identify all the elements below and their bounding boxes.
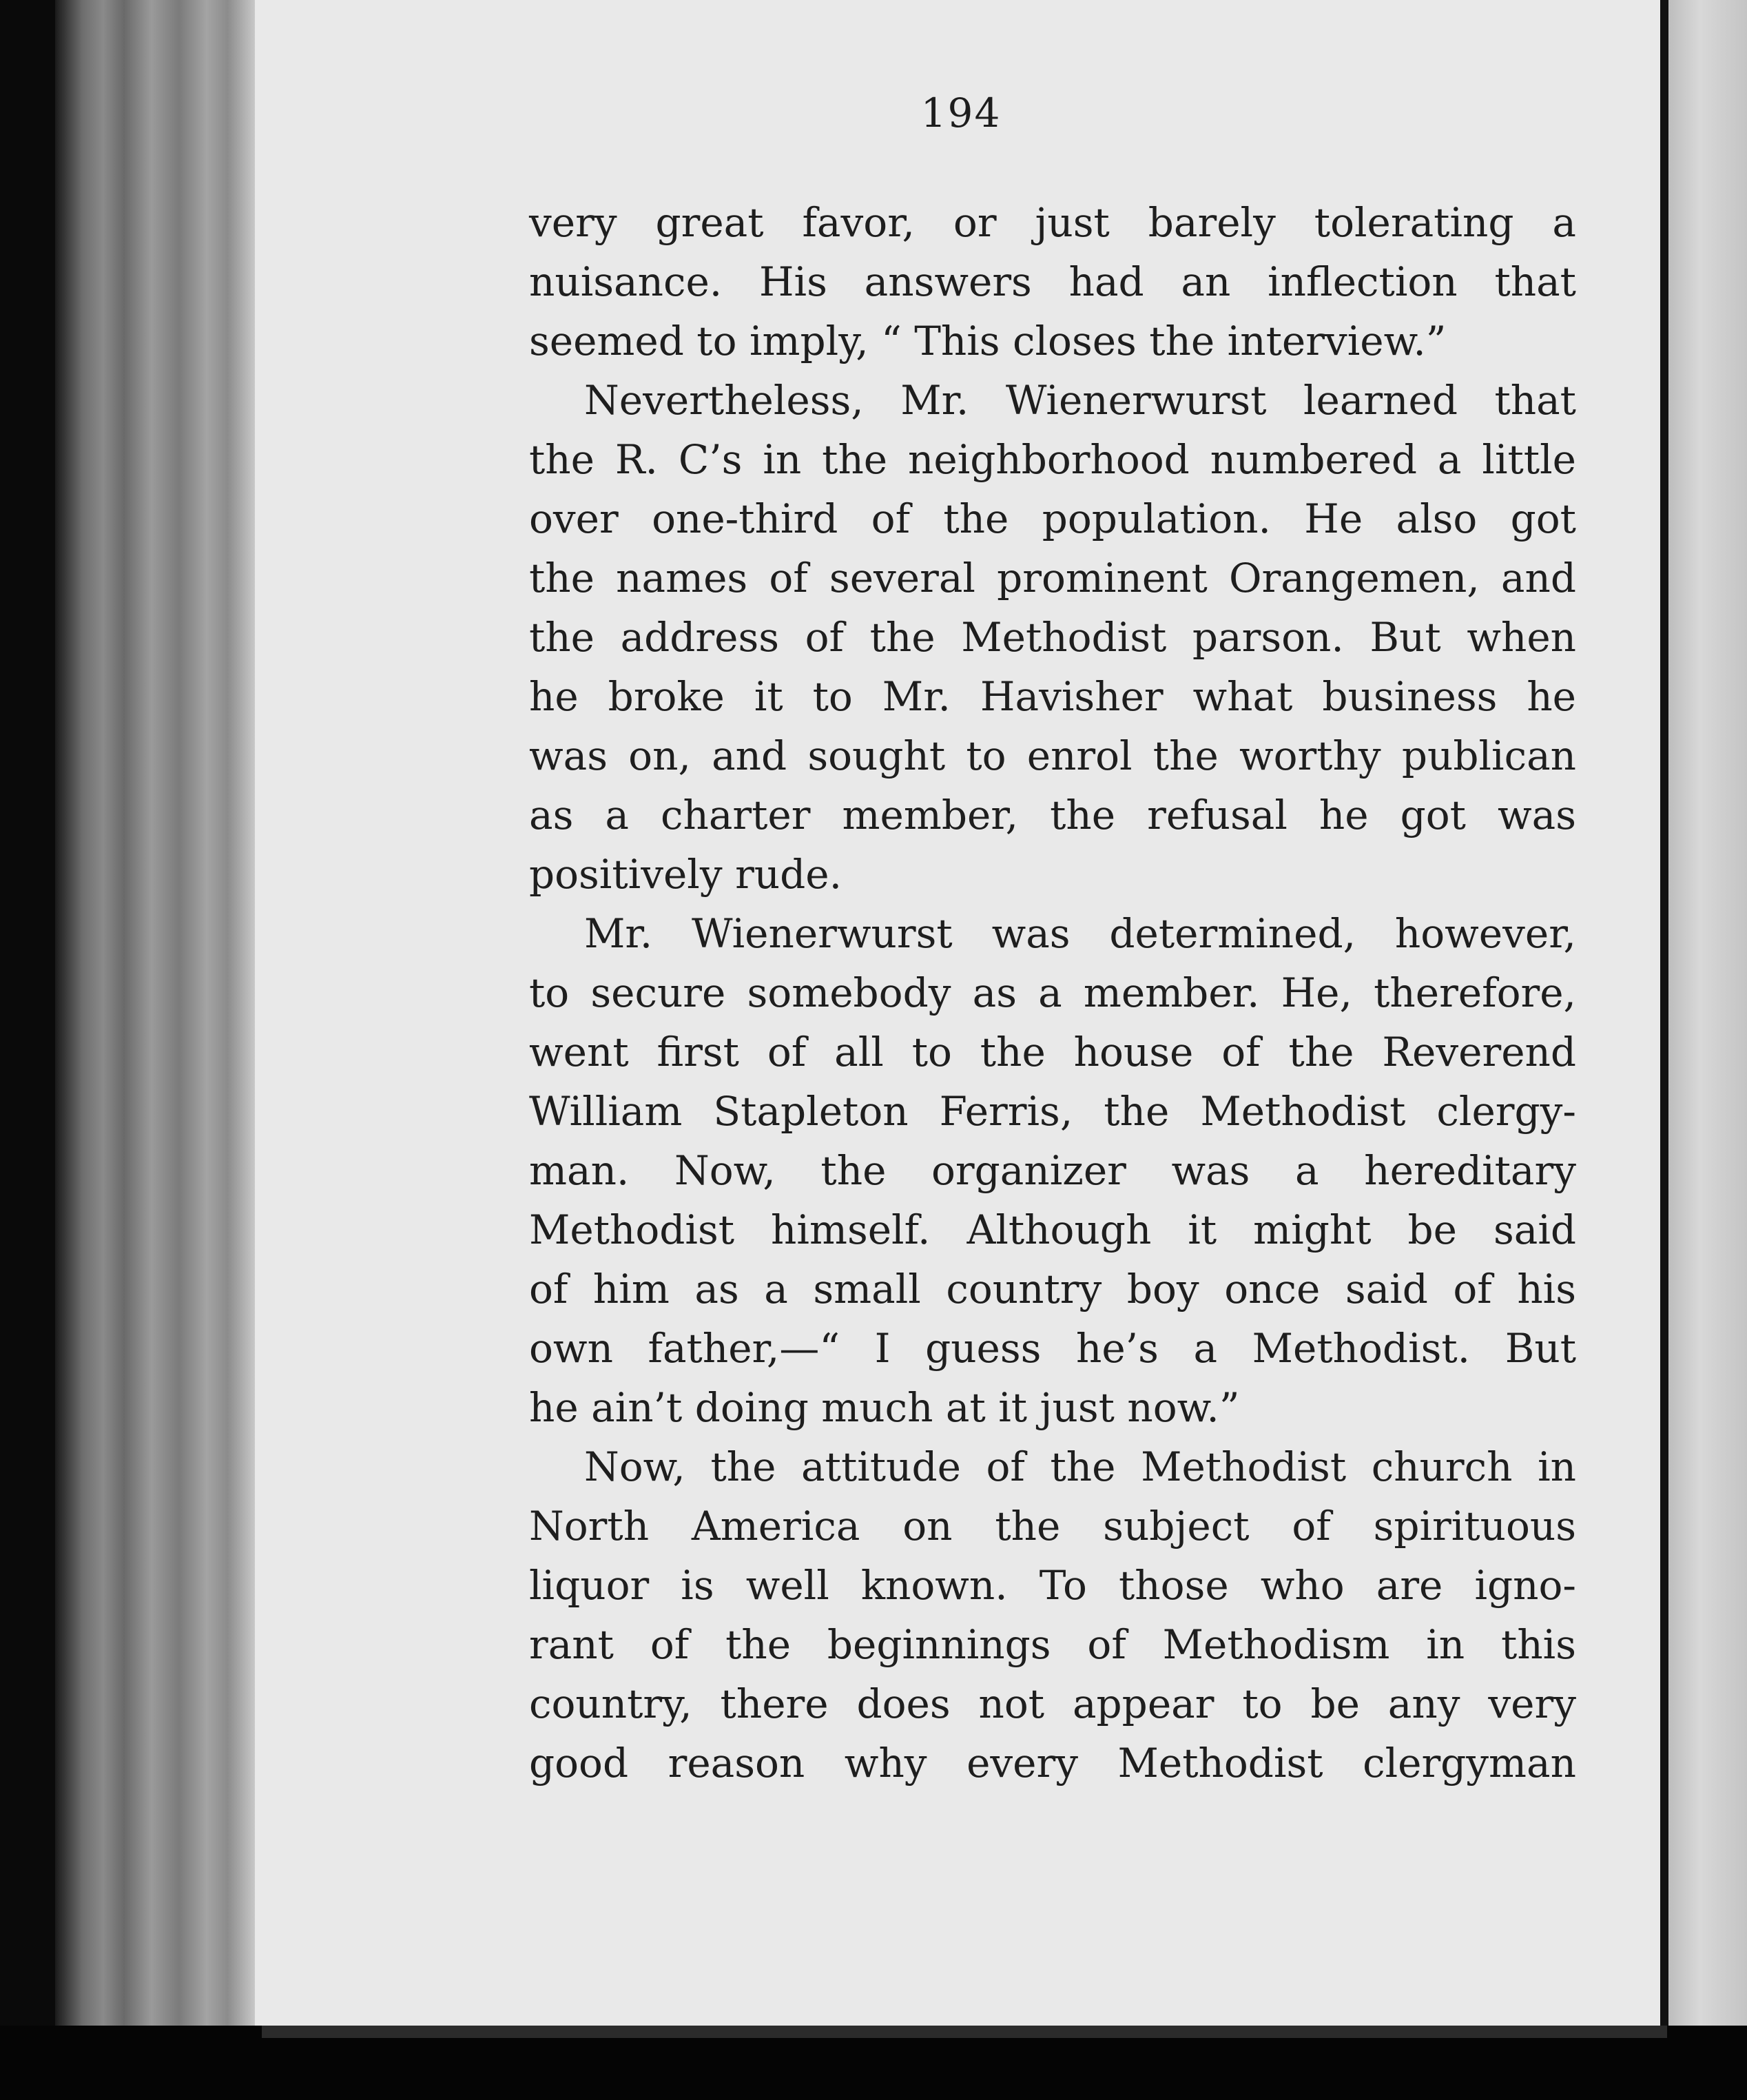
text-line: man. Now, the organizer was a hereditary [529, 1147, 1576, 1194]
text-line: seemed to imply, “ This closes the interview.” [529, 318, 1447, 364]
page-number: 194 [920, 90, 1002, 136]
text-line: rant of the beginnings of Methodism in this [529, 1621, 1576, 1668]
text-line: good reason why every Methodist clergyman [529, 1740, 1576, 1787]
text-line: over one-third of the population. He also got [529, 495, 1576, 542]
page-right-edge [1660, 0, 1668, 2032]
text-line: the address of the Methodist parson. But when [529, 614, 1576, 661]
text-line: country, there does not appear to be any very [529, 1680, 1576, 1727]
text-line: William Stapleton Ferris, the Methodist clergy- [529, 1088, 1576, 1135]
text-line: Nevertheless, Mr. Wienerwurst learned that [584, 377, 1576, 424]
text-line: he ain’t doing much at it just now.” [529, 1384, 1240, 1431]
text-line: to secure somebody as a member. He, therefore, [529, 969, 1576, 1016]
text-line: as a charter member, the refusal he got was [529, 792, 1576, 838]
text-line: the R. C’s in the neighborhood numbered a little [529, 436, 1576, 483]
book-gutter [55, 0, 262, 2039]
text-line: Now, the attitude of the Methodist church in [584, 1443, 1576, 1490]
text-line: he broke it to Mr. Havisher what business he [529, 673, 1576, 720]
text-line: nuisance. His answers had an inflection that [529, 258, 1576, 305]
text-line: own father,—“ I guess he’s a Methodist. But [529, 1325, 1576, 1372]
text-line: of him as a small country boy once said of his [529, 1266, 1576, 1312]
text-line: Methodist himself. Although it might be said [529, 1206, 1576, 1253]
text-line: liquor is well known. To those who are igno- [529, 1562, 1576, 1609]
body-text [529, 193, 1576, 1793]
text-line: very great favor, or just barely tolerating a [529, 199, 1576, 246]
page-bottom-edge [262, 2026, 1667, 2038]
text-line: positively rude. [529, 851, 843, 898]
text-line: was on, and sought to enrol the worthy publican [529, 732, 1576, 779]
text-line: the names of several prominent Orangemen, and [529, 555, 1576, 601]
text-line: North America on the subject of spirituous [529, 1503, 1576, 1550]
text-line: Mr. Wienerwurst was determined, however, [584, 910, 1576, 957]
next-page-strip [1668, 0, 1747, 2039]
text-line: went first of all to the house of the Reverend [529, 1029, 1576, 1075]
